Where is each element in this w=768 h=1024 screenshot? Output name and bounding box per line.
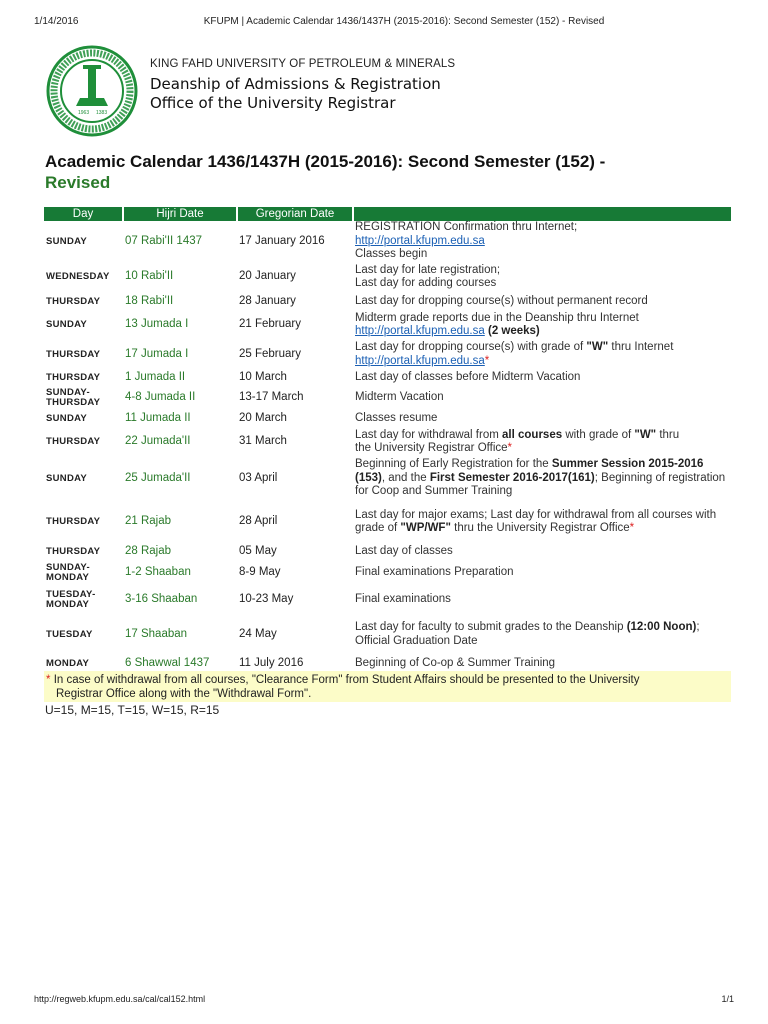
row-event [353, 340, 731, 370]
row-day: THURSDAY [46, 295, 101, 307]
table-row [44, 501, 731, 544]
row-gregorian: 03 April [239, 471, 278, 484]
row-gregorian: 28 April [239, 515, 278, 528]
event-text: Last day for major exams; Last day for withdrawal from all courses with grade of [355, 508, 717, 534]
print-page-number: 1/1 [721, 994, 734, 1004]
event-text: Midterm grade reports due in the Deanship thru Internet [355, 311, 639, 324]
row-gregorian: 17 January 2016 [239, 234, 325, 247]
event-text: thru Internet [611, 341, 674, 353]
header-day: Day [44, 207, 123, 221]
table-row [44, 544, 731, 560]
page-title [45, 151, 705, 193]
row-event: Final examinations [355, 593, 451, 606]
row-day [44, 587, 123, 614]
university-seal-icon [44, 44, 140, 138]
portal-link[interactable]: http://portal.kfupm.edu.sa [355, 325, 485, 337]
row-hijri: 4-8 Jumada II [125, 391, 196, 404]
row-event: Midterm Vacation [355, 391, 444, 404]
office-name: Office of the University Registrar [150, 94, 396, 112]
event-text: thru [659, 428, 680, 441]
seal-year-left: 1963 [78, 110, 90, 116]
asterisk: * [629, 522, 635, 534]
event-bold: all courses [502, 428, 563, 441]
row-day [44, 560, 123, 587]
print-url: http://regweb.kfupm.edu.sa/cal/cal152.html [34, 994, 206, 1004]
event-bold: "WP/WF" [400, 522, 451, 534]
row-event: Last day of classes before Midterm Vacation [355, 370, 581, 383]
event-bold: (2 weeks) [487, 325, 540, 337]
row-hijri: 6 Shawwal 1437 [125, 656, 210, 669]
page-title-revised: Revised [45, 173, 111, 192]
row-hijri: 13 Jumada I [125, 318, 189, 331]
deanship-name: Deanship of Admissions & Registration [150, 75, 441, 93]
day-part: TUESDAY- [46, 589, 96, 600]
table-row [44, 656, 731, 672]
event-text: Last day for faculty to submit grades to the Deanship [355, 621, 624, 633]
event-text: ; [696, 621, 700, 633]
row-hijri: 25 Jumada'II [125, 471, 191, 484]
event-text: Last day for withdrawal from [355, 428, 499, 441]
row-event [353, 262, 731, 293]
event-text: REGISTRATION Confirmation thru Internet; [355, 221, 578, 233]
page-title-main: Academic Calendar 1436/1437H (2015-2016): Second Semester (152) - [45, 152, 606, 171]
portal-link[interactable]: http://portal.kfupm.edu.sa [355, 354, 485, 367]
header-event [353, 207, 731, 221]
row-day: MONDAY [46, 657, 90, 669]
row-gregorian: 8-9 May [239, 566, 281, 579]
university-name: KING FAHD UNIVERSITY OF PETROLEUM & MINERALS [150, 58, 456, 70]
table-row [44, 411, 731, 428]
row-hijri: 17 Shaaban [125, 627, 188, 640]
row-event [353, 457, 731, 501]
masthead [44, 44, 684, 138]
row-hijri: 1 Jumada II [125, 370, 186, 383]
week-count-legend: U=15, M=15, T=15, W=15, R=15 [45, 703, 220, 717]
event-bold: (12:00 Noon) [626, 621, 697, 633]
row-event: Final examinations Preparation [355, 566, 514, 579]
row-event: Classes resume [355, 412, 438, 425]
row-day: WEDNESDAY [46, 271, 110, 283]
event-text: Official Graduation Date [355, 634, 478, 647]
row-hijri: 17 Jumada I [125, 347, 189, 360]
note-line-1: In case of withdrawal from all courses, "Clearance Form" from Student Affairs should be presented to the University [53, 674, 640, 686]
row-day: SUNDAY [46, 413, 88, 425]
row-event: Last day for dropping course(s) without permanent record [355, 294, 648, 307]
row-event: Beginning of Co-op & Summer Training [355, 656, 556, 669]
row-hijri: 1-2 Shaaban [125, 566, 191, 579]
row-gregorian: 21 February [239, 318, 302, 331]
row-event [353, 428, 731, 457]
row-day: SUNDAY [46, 472, 88, 484]
day-part: MONDAY [46, 572, 90, 583]
row-gregorian: 05 May [239, 544, 277, 557]
portal-link[interactable]: http://portal.kfupm.edu.sa [355, 234, 485, 247]
row-day [44, 386, 123, 411]
row-event [353, 614, 731, 656]
table-row [44, 262, 731, 293]
asterisk: * [46, 674, 51, 686]
row-gregorian: 25 February [239, 347, 302, 360]
row-hijri: 18 Rabi'II [125, 294, 174, 307]
day-part: SUNDAY- [46, 562, 90, 573]
day-part: MONDAY [46, 599, 90, 610]
event-bold: "W" [586, 341, 609, 353]
table-row [44, 311, 731, 340]
table-row [44, 221, 731, 262]
row-event: Last day of classes [355, 544, 453, 557]
event-text: , and the [381, 471, 427, 484]
row-day: THURSDAY [46, 436, 101, 448]
table-row [44, 386, 731, 411]
asterisk: * [507, 442, 513, 454]
row-event [353, 501, 731, 544]
row-gregorian: 28 January [239, 294, 296, 307]
print-header [34, 16, 734, 30]
row-gregorian: 10 March [239, 370, 287, 383]
event-text: Last day for adding courses [355, 277, 497, 289]
header-hijri: Hijri Date [123, 207, 237, 221]
event-text: Beginning of Early Registration for the [355, 458, 549, 471]
row-gregorian: 20 March [239, 412, 287, 425]
day-part: SUNDAY- [46, 387, 90, 398]
header-gregorian: Gregorian Date [237, 207, 353, 221]
row-hijri: 28 Rajab [125, 544, 172, 557]
event-text: Classes begin [355, 248, 428, 260]
row-day: THURSDAY [46, 516, 101, 528]
row-hijri: 10 Rabi'II [125, 270, 174, 283]
day-part: THURSDAY [46, 397, 101, 408]
calendar-table [44, 207, 731, 672]
row-event [353, 221, 731, 262]
event-bold: First Semester 2016-2017(161) [429, 471, 595, 484]
table-row [44, 428, 731, 457]
row-day: THURSDAY [46, 545, 101, 557]
row-day: THURSDAY [46, 348, 101, 360]
table-row [44, 293, 731, 311]
row-day: SUNDAY [46, 319, 88, 331]
event-text: thru the University Registrar Office [454, 522, 630, 534]
row-hijri: 11 Jumada II [125, 412, 191, 425]
row-gregorian: 11 July 2016 [239, 656, 304, 669]
table-row [44, 340, 731, 370]
event-text: Last day for late registration; [355, 263, 501, 276]
print-title: KFUPM | Academic Calendar 1436/1437H (2015-2016): Second Semester (152) - Revised [203, 16, 605, 27]
row-hijri: 21 Rajab [125, 515, 172, 528]
row-day: SUNDAY [46, 235, 88, 247]
event-text: the University Registrar Office [355, 442, 508, 454]
print-date: 1/14/2016 [34, 16, 79, 27]
row-gregorian: 24 May [239, 627, 277, 640]
table-row [44, 370, 731, 386]
event-bold: "W" [634, 428, 657, 441]
table-header-row [44, 207, 731, 221]
event-text: Last day for dropping course(s) with grade of [355, 341, 584, 353]
asterisk: * [484, 354, 490, 367]
row-hijri: 07 Rabi'II 1437 [125, 234, 203, 247]
row-gregorian: 20 January [239, 270, 296, 283]
table-row [44, 587, 731, 614]
event-bold: Summer Session 2015-2016 (153) [355, 458, 704, 484]
note-line-2: Registrar Office along with the "Withdrawal Form". [56, 688, 312, 700]
row-event [353, 311, 731, 340]
table-row [44, 457, 731, 501]
row-gregorian: 13-17 March [239, 391, 304, 404]
row-hijri: 22 Jumada'II [125, 435, 191, 448]
print-footer [34, 994, 734, 1008]
withdrawal-note [44, 671, 731, 702]
table-row [44, 560, 731, 587]
row-day: THURSDAY [46, 371, 101, 383]
row-hijri: 3-16 Shaaban [125, 593, 198, 606]
organization-block [150, 58, 455, 112]
row-gregorian: 10-23 May [239, 593, 294, 606]
event-text: ; Beginning of registration for Coop and Summer Training [355, 471, 726, 498]
seal-year-right: 1383 [96, 110, 108, 116]
table-row [44, 614, 731, 656]
row-day: TUESDAY [46, 628, 93, 640]
event-text: with grade of [565, 428, 632, 441]
row-gregorian: 31 March [239, 435, 287, 448]
